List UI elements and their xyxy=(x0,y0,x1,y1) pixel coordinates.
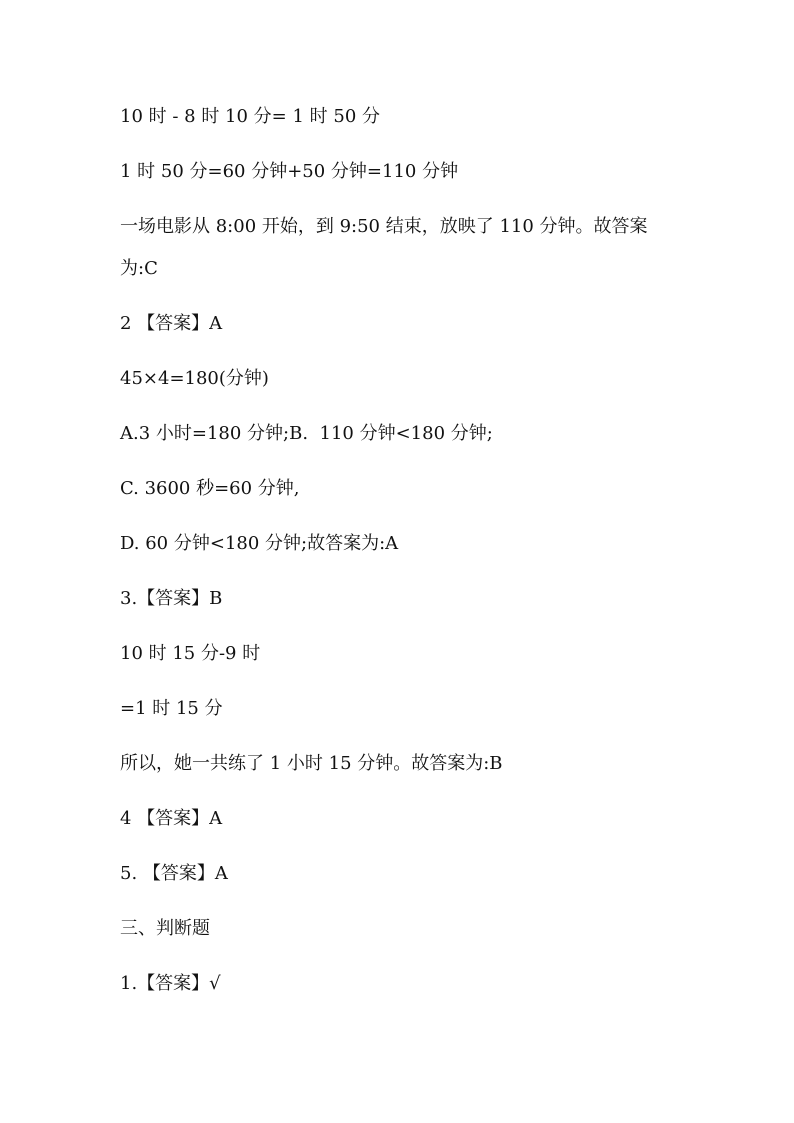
section-heading-true-false: 三、判断题 xyxy=(120,918,210,939)
tf-answer-1: 1.【答案】√ xyxy=(120,973,221,994)
answer-1-result: 为:C xyxy=(120,258,158,279)
answer-2-calc: 45×4=180(分钟) xyxy=(120,368,269,389)
answer-2-option-c: C. 3600 秒=60 分钟, xyxy=(120,478,300,499)
answer-2-option-d: D. 60 分钟<180 分钟;故答案为:A xyxy=(120,533,399,554)
answer-1-explanation: 一场电影从 8:00 开始，到 9:50 结束，放映了 110 分钟。故答案 xyxy=(120,216,648,237)
calc-line-2: 1 时 50 分=60 分钟+50 分钟=110 分钟 xyxy=(120,161,459,182)
answer-5-heading: 5. 【答案】A xyxy=(120,863,228,884)
calc-line-1: 10 时 - 8 时 10 分= 1 时 50 分 xyxy=(120,106,380,127)
answer-2-option-ab: A.3 小时=180 分钟;B. 110 分钟<180 分钟; xyxy=(120,423,493,444)
answer-3-calc-2: =1 时 15 分 xyxy=(120,698,223,719)
answer-3-calc-1: 10 时 15 分-9 时 xyxy=(120,643,261,664)
answer-3-heading: 3.【答案】B xyxy=(120,588,223,609)
answer-4-heading: 4 【答案】A xyxy=(120,808,223,829)
answer-3-explanation: 所以，她一共练了 1 小时 15 分钟。故答案为:B xyxy=(120,753,503,774)
answer-2-heading: 2 【答案】A xyxy=(120,313,223,334)
